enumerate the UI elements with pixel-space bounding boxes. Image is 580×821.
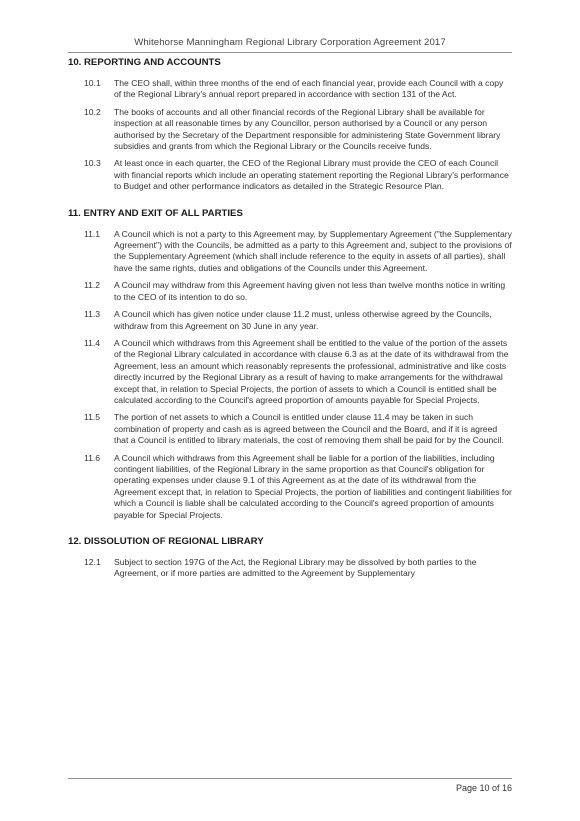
clause-text: Subject to section 197G of the Act, the Regional Library may be dissolved by both parties to the Agreement, or if more parties are admitted to the Agreement by Supplementary [114,557,477,579]
clause-text: A Council which has given notice under clause 11.2 must, unless otherwise agreed by the Councils, withdraw from this Agreement on 30 June in any year. [114,309,492,331]
clause-number: 11.2 [84,280,101,291]
clause-text: A Council which withdraws from this Agreement shall be entitled to the value of the portion of the assets of the Regional Library calculated in accordance with clause 6.3 as at the date of its withdrawal from the Agreement, less an amount which reasonably represents the professional, administrative and like costs directly incurred by the Regional Library as a result of having to make arrangements for the withdrawal except that, in relation to Special Projects, the portion of assets to which a Council is entitled shall be calculated according to the Council's agreed proportion of amounts payable for Special Projects. [114,337,509,405]
section-heading: 11. ENTRY AND EXIT OF ALL PARTIES [68,207,243,219]
clause-number: 11.1 [84,228,101,239]
section-entry-and-exit-of-all-parties [68,207,512,521]
clause [68,280,512,303]
clause-text: At least once in each quarter, the CEO of the Regional Library must provide the CEO of each Council with financial reports which include an operating statement reporting the Regional Library's performance to Budget and other performance indicators as detailed in the Strategic Resource Plan. [114,158,509,192]
section-heading: 10. REPORTING AND ACCOUNTS [68,57,221,68]
clause-number: 12.1 [84,557,101,567]
footer-rule [68,778,512,779]
clause-number: 11.4 [84,337,101,348]
clause [68,557,512,580]
clause-number: 11.6 [84,452,101,463]
document-body [68,56,512,586]
clause-number: 11.3 [84,309,101,320]
clause-number: 10.2 [84,106,101,117]
clause [68,309,512,332]
clause-number: 11.5 [84,412,101,423]
clause [68,412,512,446]
clause-text: A Council may withdraw from this Agreement having given not less than twelve months notice in writing to the CEO of its intention to do so. [114,280,506,302]
clause [68,158,512,192]
clause-number: 10.1 [84,78,101,88]
clause [68,78,512,101]
clause-text: The CEO shall, within three months of the end of each financial year, provide each Council with a copy of the Regional Library's annual report prepared in accordance with section 131 of the Act. [114,78,504,100]
header-rule [68,52,512,53]
clause [68,338,512,406]
running-header: Whitehorse Manningham Regional Library Corporation Agreement 2017 [134,37,446,48]
section-heading: 12. DISSOLUTION OF REGIONAL LIBRARY [68,536,264,547]
clause-text: The books of accounts and all other financial records of the Regional Library shall be available for inspection at all reasonable times by any Councillor, person authorised by a Council or any person authorised by the Secretary of the Department responsible for administering State Government library subsidies and grants from which the Regional Library or the Councils receive funds. [114,106,501,152]
section-reporting-and-accounts [68,56,512,193]
clause [68,229,512,275]
clause-text: A Council which is not a party to this Agreement may, by Supplementary Agreement ("the Supplementary Agreement") with the Councils, be admitted as a party to this Agreement and, subject to the provisions of the Supplementary Agreement (which shall include reference to the equity in assets of all parties), shall have the same rights, duties and obligations of the Councils under this Agreement. [114,228,512,273]
page-number: Page 10 of 16 [455,783,512,793]
clause-text: The portion of net assets to which a Council is entitled under clause 11.4 may be taken in such combination of property and cash as is agreed between the Council and the Board, and if it is agreed that a Council is entitled to library materials, the cost of removing them shall be paid for by the Council. [114,412,504,446]
clause-text: A Council which withdraws from this Agreement shall be liable for a portion of the liabilities, including contingent liabilities, of the Regional Library in the same proportion as that Council's obligation for operating expenses under clause 9.1 of this Agreement as at the date of its withdrawal from the Agreement except that, in relation to Special Projects, the portion of liabilities and contingent liabilities for which a Council is liable shall be calculated according to the Council's agreed proportion of amounts payable for Special Projects. [114,452,512,520]
section-dissolution-of-regional-library [68,535,512,580]
clause [68,107,512,153]
clause-number: 10.3 [84,158,101,169]
clause [68,453,512,521]
